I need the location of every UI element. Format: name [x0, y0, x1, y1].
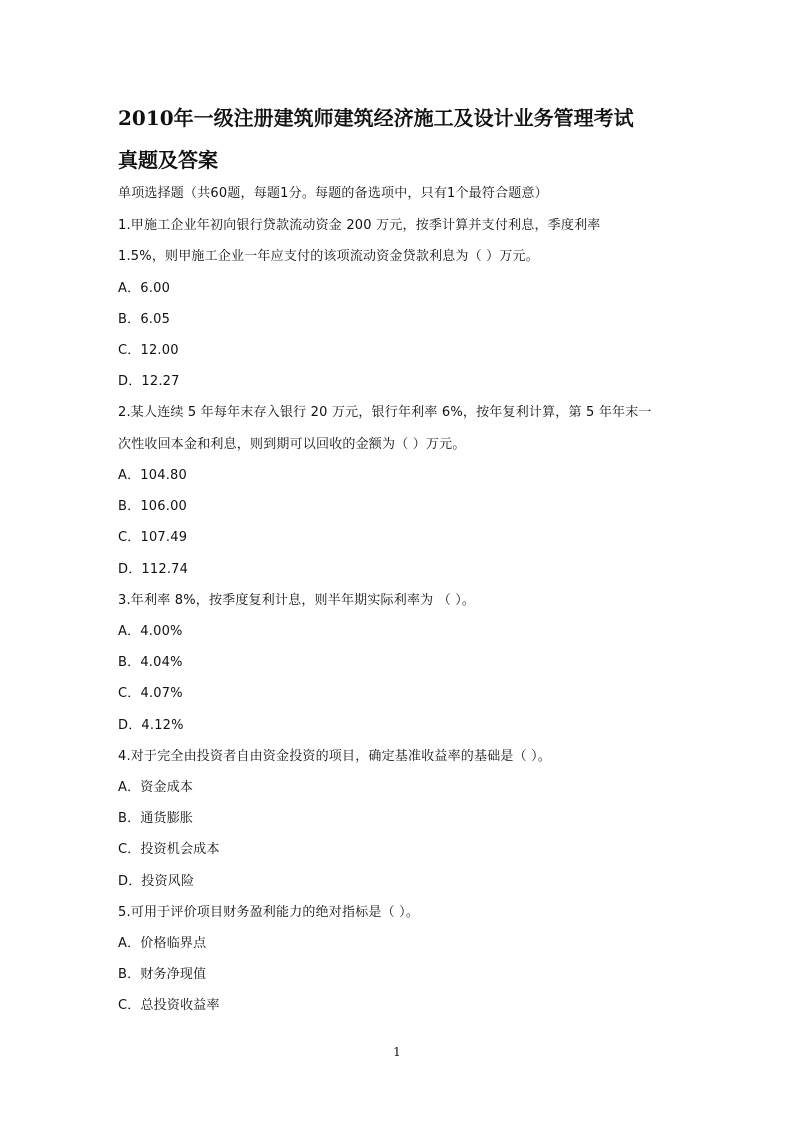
question-2-option-d: D．112.74: [118, 562, 189, 577]
question-4-option-a: A．资金成本: [118, 780, 194, 795]
question-5-option-a: A．价格临界点: [118, 936, 207, 951]
question-2-option-c: C．107.49: [118, 530, 188, 545]
question-4-option-b: B．通货膨胀: [118, 811, 194, 826]
question-2-option-a: A．104.80: [118, 468, 187, 483]
question-3-option-b: B．4.04%: [118, 655, 183, 670]
question-3-option-a: A．4.00%: [118, 624, 183, 639]
question-4-option-d: D．投资风险: [118, 874, 195, 889]
document-title-line-2: 真题及答案: [118, 148, 218, 172]
question-4-stem: 4.对于完全由投资者自由资金投资的项目，确定基准收益率的基础是（ ）。: [118, 749, 552, 764]
section-heading: 单项选择题（共60题，每题1分。每题的备选项中，只有1个最符合题意）: [118, 186, 548, 201]
question-1-option-a: A．6.00: [118, 281, 171, 296]
question-2-stem-line-2: 次性收回本金和利息，则到期可以回收的金额为（ ）万元。: [118, 437, 466, 452]
question-3-option-c: C．4.07%: [118, 686, 183, 701]
question-1-option-c: C．12.00: [118, 343, 179, 358]
question-3-option-d: D．4.12%: [118, 718, 184, 733]
question-5-option-b: B．财务净现值: [118, 967, 207, 982]
question-1-stem-line-1: 1.甲施工企业年初向银行贷款流动资金 200 万元，按季计算并支付利息，季度利率: [118, 218, 601, 233]
question-5-option-c: C．总投资收益率: [118, 998, 220, 1013]
document-title-line-1: 2010年一级注册建筑师建筑经济施工及设计业务管理考试: [118, 106, 634, 130]
question-1-stem-line-2: 1.5%，则甲施工企业一年应支付的该项流动资金贷款利息为（ ）万元。: [118, 249, 539, 264]
question-3-stem: 3.年利率 8%，按季度复利计息，则半年期实际利率为 （ ）。: [118, 593, 476, 608]
question-5-stem: 5.可用于评价项目财务盈利能力的绝对指标是（ ）。: [118, 905, 420, 920]
question-2-option-b: B．106.00: [118, 499, 188, 514]
question-4-option-c: C．投资机会成本: [118, 842, 220, 857]
question-1-option-b: B．6.05: [118, 312, 171, 327]
question-2-stem-line-1: 2.某人连续 5 年每年末存入银行 20 万元，银行年利率 6%，按年复利计算，第 5 年年末一: [118, 405, 652, 420]
question-1-option-d: D．12.27: [118, 374, 180, 389]
page-number: 1: [393, 1045, 401, 1059]
